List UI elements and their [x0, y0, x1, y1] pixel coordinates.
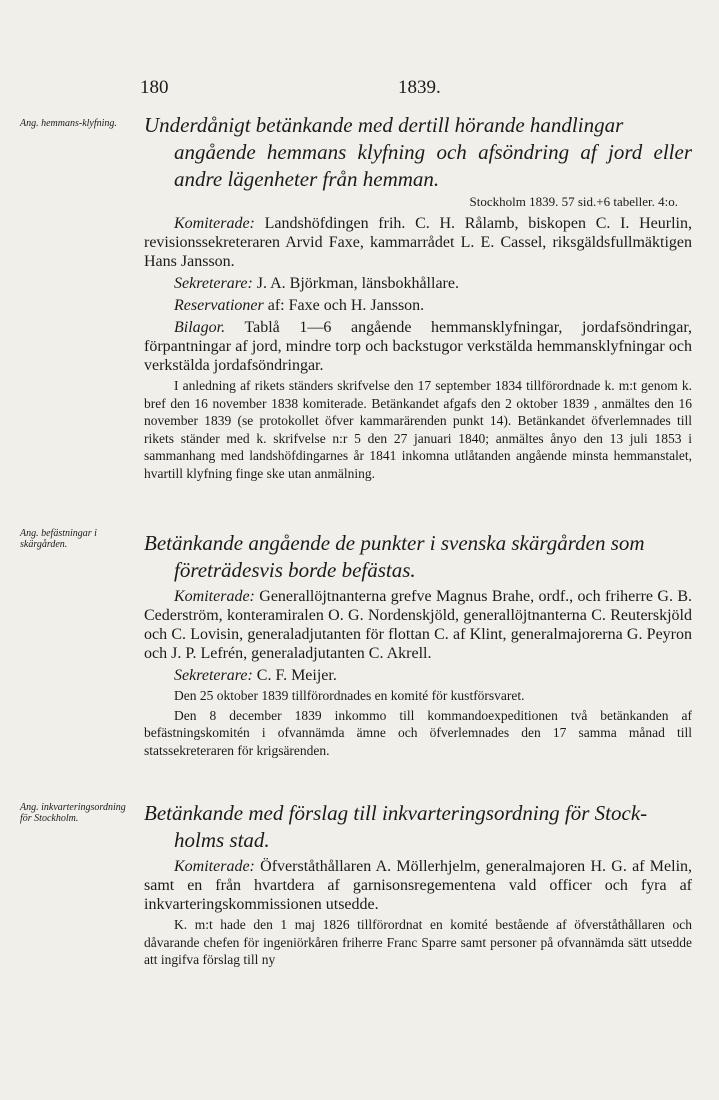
entry-2-history-1: Den 25 oktober 1839 tillförordnades en komité för kustförsvaret. [174, 688, 525, 703]
entry-2-history-2: Den 8 december 1839 inkommo till kommandoexpeditionen två betänkanden af befästningskomitén i ofvannämda ämne och öfverlemnades den 17 samma månad till statssekreteraren för krigsärenden. [144, 707, 692, 758]
page-number: 180 [140, 77, 169, 98]
entry-1 [144, 112, 692, 482]
entry-1-history: I anledning af rikets ständers skrifvelse den 17 september 1834 tillförordnade k. m:t genom k. bref den 16 november 1838 komiterade. Betänkandet afgafs den 2 oktober 1839 , anmältes den 16 november 1839 (se protokollet öfver kammarärenden punkt 14). Betänkandet öfverlemnades till rikets ständer med k. skrifvelse n:r 5 den 27 januari 1840; anmältes ånyo den 13 juli 1853 i sammanhang med landshöfdingarnes år 1841 inkomna utlåtanden angående minsta hemmanstalet, hvartill klyfning finge ske utan anmälning. [144, 378, 692, 481]
page-year: 1839. [398, 77, 441, 98]
entry-3-title: Betänkande med förslag till inkvarteringsordning för Stock- holms stad. [144, 801, 648, 852]
margin-note-1: Ang. hemmans-klyfning. [20, 118, 117, 129]
entry-1-reservations: Reservationer af: Faxe och H. Jansson. [174, 297, 425, 314]
entry-3-committee: Komiterade: Öfverståthållaren A. Möllerhjelm, generalmajoren H. G. af Melin, samt en från hvartdera af garnisonsregementena vald officer och fyra af inkvarteringskommissionen utsedde. [144, 858, 693, 913]
entry-1-title: Underdånigt betänkande med dertill hörande handlingar angående hemmans klyfning och afsöndring af jord eller andre lägenheter från hemman. [144, 113, 692, 191]
entry-2-title: Betänkande angående de punkter i svenska skärgården som företrädesvis borde befästas. [144, 531, 645, 582]
entry-2-secretary: Sekreterare: C. F. Meijer. [174, 667, 337, 684]
entry-2 [144, 530, 692, 759]
entry-3 [144, 800, 692, 969]
margin-note-3: Ang. inkvarteringsordning för Stockholm. [20, 802, 126, 824]
entry-2-committee: Komiterade: Generallöjtnanterna grefve Magnus Brahe, ordf., och friherre G. B. Cederström, konteramiralen O. G. Nordenskjöld, generallöjtnanterna C. Reuterskjöld och C. Lovisin, generaladjutanten för flottan C. af Klint, generalmajorerna G. Peyron och J. P. Lefrén, generaladjutanten C. Akrell. [144, 588, 692, 662]
entry-3-history: K. m:t hade den 1 maj 1826 tillförordnat en komité bestående af öfverståthållaren och dåvarande chefen för ingeniörkåren friherre Franc Sparre samt personer på ofvannämda sätt utsedde att ingifva förslag till ny [144, 917, 692, 967]
entry-1-source: Stockholm 1839. 57 sid.+6 tabeller. 4:o. [469, 194, 678, 209]
margin-note-2: Ang. befästningar i skärgården. [20, 528, 97, 550]
entry-1-appendix: Bilagor. Tablå 1—6 angående hemmansklyfningar, jordafsöndringar, förpantningar af jord, mindre torp och backstugor verkstälda hemmansklyfningar och verkstälda jordafsöndringar. [144, 319, 692, 374]
entry-1-secretary: Sekreterare: J. A. Björkman, länsbokhållare. [174, 275, 459, 292]
entry-1-committee: Komiterade: Landshöfdingen frih. C. H. Rålamb, biskopen C. I. Heurlin, revisionssekreteraren Arvid Faxe, kammarrådet L. E. Cassel, riksgäldsfullmäktigen Hans Jansson. [144, 215, 693, 270]
